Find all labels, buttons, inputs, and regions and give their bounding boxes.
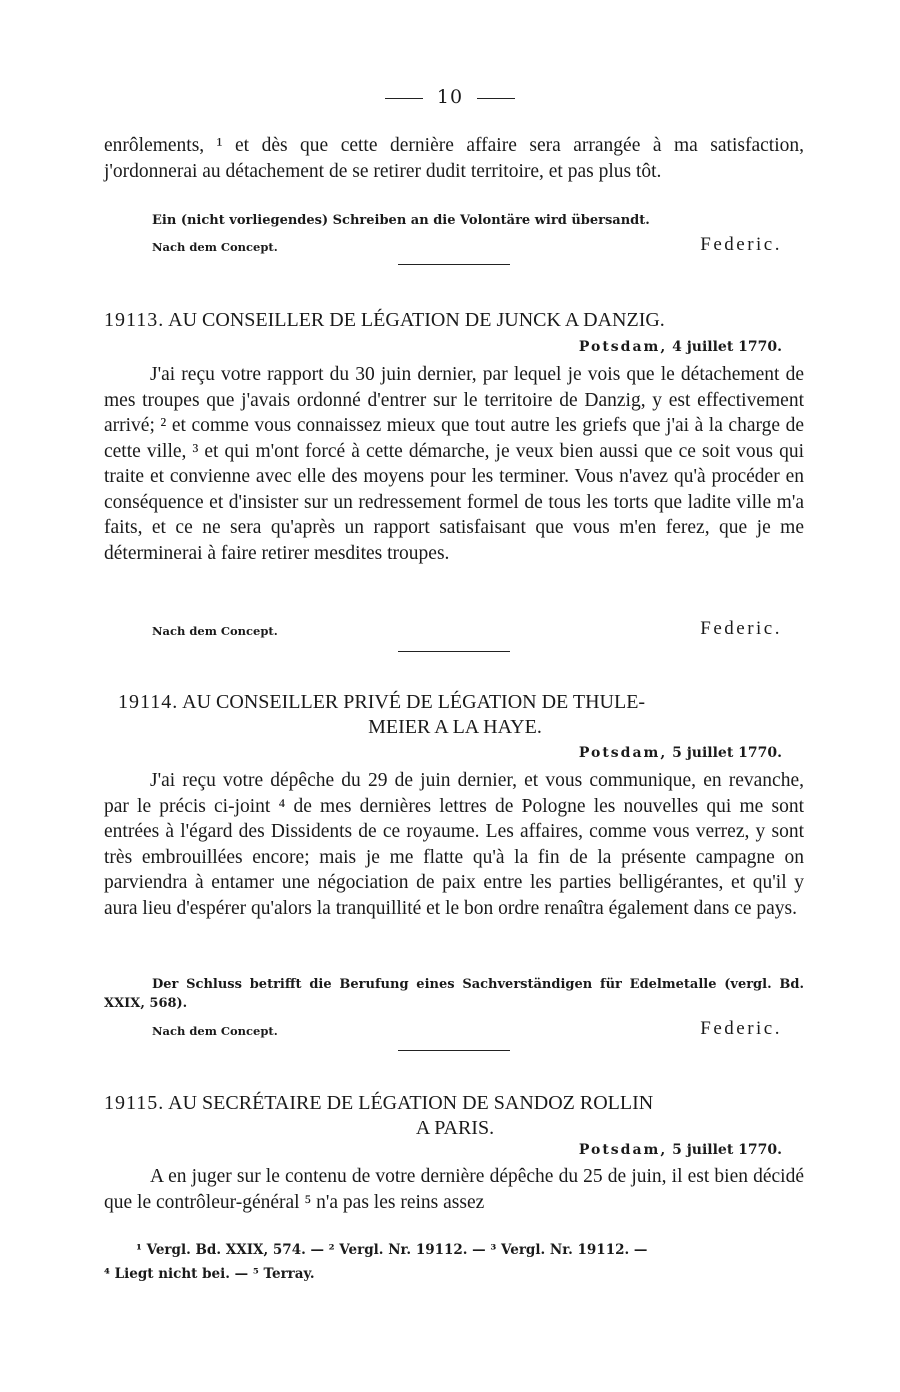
dateline-place: Potsdam, bbox=[578, 745, 668, 761]
letter-text: J'ai reçu votre rapport du 30 juin dernier, par lequel je vois que le détachement de mes troupes que j'avais ordonné d'entrer sur le territoire de Danzig, y est effectivement arrivé; ² et comme vous connaissez mieux que tout autre les griefs que j'ai à la charge de cette ville, ³ et qui m'ont forcé à cette démarche, je veux bien aussi que ce soit vous qui traite et convienne avec elle des moyens pour les terminer. Vous n'avez qu'à procéder en conséquence et d'insister sur un redressement formel de tous les torts que ladite ville m'a faits, et ce ne sera qu'après un rapport satisfaisant que vous m'en ferez, que je me déterminerai à faire retirer mesdites troupes. bbox=[104, 364, 804, 564]
letter-heading-line1 bbox=[104, 1091, 806, 1116]
letter-recipient: AU CONSEILLER DE LÉGATION DE JUNCK A DANZIG. bbox=[168, 309, 665, 331]
source-note: Nach dem Concept. bbox=[152, 240, 278, 254]
page-number-dash-left bbox=[385, 98, 423, 99]
letter-number: 19115. bbox=[104, 1092, 165, 1114]
signature: Federic. bbox=[700, 1018, 782, 1039]
letter-heading-19114 bbox=[104, 690, 806, 740]
letter-recipient-cont: MEIER A LA HAYE. bbox=[368, 716, 542, 738]
letter-dateline-19113 bbox=[579, 339, 782, 355]
letter-source-line-19113 bbox=[152, 614, 782, 640]
dateline-date: 4 juillet 1770. bbox=[672, 339, 782, 355]
letter-heading-19115 bbox=[104, 1091, 806, 1141]
page-number-text: 10 bbox=[436, 86, 464, 108]
signature: Federic. bbox=[700, 234, 782, 255]
source-note: Nach dem Concept. bbox=[152, 1024, 278, 1038]
letter-body-19113 bbox=[104, 362, 804, 566]
letter-body-19115 bbox=[104, 1164, 804, 1215]
letter-number: 19114. bbox=[118, 691, 179, 713]
letter-heading-19113 bbox=[104, 308, 806, 333]
letter-text: J'ai reçu votre dépêche du 29 de juin dernier, et vous communique, en revanche, par le précis ci-joint ⁴ de mes dernières lettres de Pologne les nouvelles qui me sont entrées à l'égard des Dissidents de ce royaume. Les affaires, comme vous verrez, y sont très embrouillées encore; mais je me flatte qu'à la fin de la présente campagne on parviendra à entamer une négociation de paix entre les parties belligérantes, et qu'il y aura lieu d'espérer qu'alors la tranquillité et le bon ordre renaîtra également dans ce pays. bbox=[104, 770, 804, 919]
page-number bbox=[0, 86, 900, 108]
dateline-place: Potsdam, bbox=[578, 1142, 668, 1158]
letter-recipient-cont: A PARIS. bbox=[415, 1117, 495, 1139]
letter-text: A en juger sur le contenu de votre dernière dépêche du 25 de juin, il est bien décidé que le contrôleur-général ⁵ n'a pas les reins assez bbox=[104, 1166, 804, 1213]
continuation-note: Ein (nicht vorliegendes) Schreiben an die Volontäre wird übersandt. bbox=[152, 213, 650, 228]
letter-heading-line1 bbox=[104, 690, 806, 715]
continuation-source-line bbox=[152, 232, 782, 256]
letter-source-line-19114 bbox=[152, 1014, 782, 1040]
dateline-date: 5 juillet 1770. bbox=[672, 1142, 782, 1158]
signature: Federic. bbox=[700, 618, 782, 639]
section-divider bbox=[398, 651, 510, 652]
footnotes bbox=[104, 1238, 804, 1286]
letter-note-19114: Der Schluss betrifft die Berufung eines Sachverständigen für Edelmetalle (vergl. Bd. XXIX, 568). bbox=[104, 977, 804, 1011]
letter-number: 19113. bbox=[104, 309, 165, 331]
dateline-place: Potsdam, bbox=[578, 339, 668, 355]
footnote-line-2: ⁴ Liegt nicht bei. — ⁵ Terray. bbox=[104, 1266, 315, 1282]
footnote-line-1: ¹ Vergl. Bd. XXIX, 574. — ² Vergl. Nr. 19112. — ³ Vergl. Nr. 19112. — bbox=[136, 1242, 648, 1258]
continuation-text: enrôlements, ¹ et dès que cette dernière affaire sera arrangée à ma satisfaction, j'ordonnerai au détachement de se retirer dudit territoire, et pas plus tôt. bbox=[104, 135, 804, 182]
letter-recipient: AU SECRÉTAIRE DE LÉGATION DE SANDOZ ROLLIN bbox=[168, 1092, 654, 1114]
page-number-dash-right bbox=[477, 98, 515, 99]
letter-body-19114 bbox=[104, 768, 804, 921]
letter-dateline-19114 bbox=[579, 745, 782, 761]
section-divider bbox=[398, 264, 510, 265]
section-divider bbox=[398, 1050, 510, 1051]
source-note: Nach dem Concept. bbox=[152, 624, 278, 638]
continuation-body bbox=[104, 133, 804, 184]
dateline-date: 5 juillet 1770. bbox=[672, 745, 782, 761]
letter-recipient: AU CONSEILLER PRIVÉ DE LÉGATION DE THULE- bbox=[182, 691, 646, 713]
letter-dateline-19115 bbox=[579, 1142, 782, 1158]
